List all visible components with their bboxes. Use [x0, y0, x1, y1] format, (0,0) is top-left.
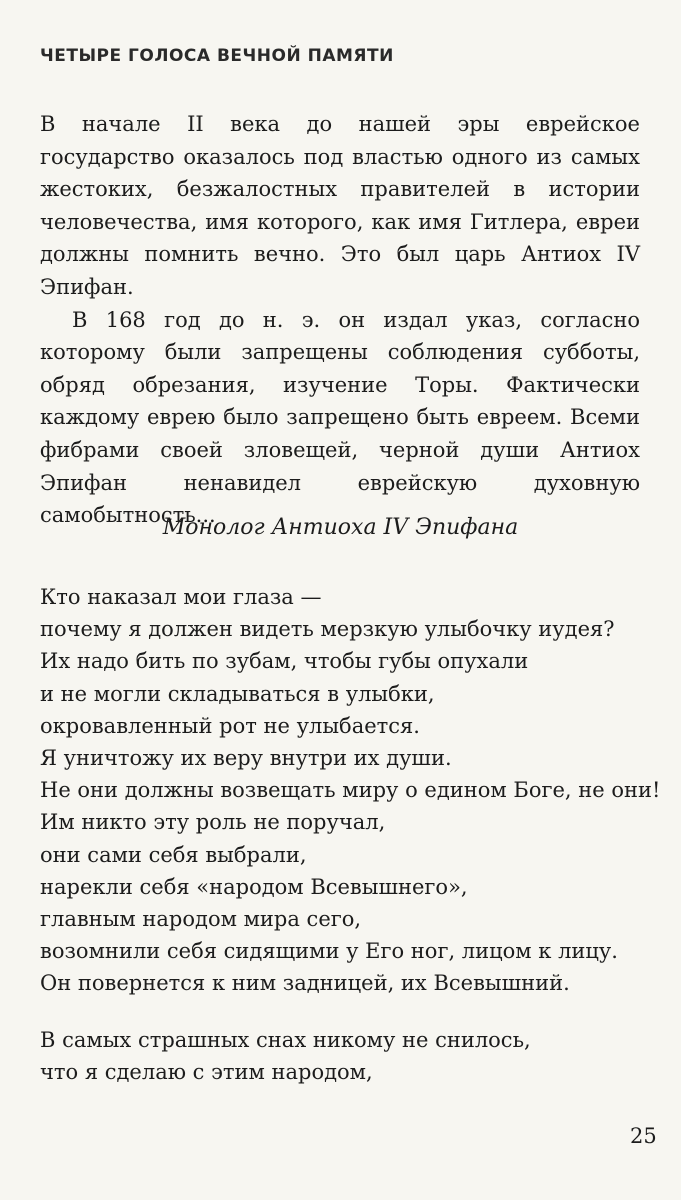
page-number: 25	[630, 1124, 657, 1148]
verse-line: и не могли складываться в улыбки,	[40, 681, 435, 706]
poem	[40, 581, 670, 1088]
verse-line: они сами себя выбрали,	[40, 842, 307, 867]
verse-line: нарекли себя «народом Всевышнего»,	[40, 874, 468, 899]
verse-line: почему я должен видеть мерзкую улыбочку иудея?	[40, 617, 615, 642]
verse-line: Кто наказал мои глаза —	[40, 585, 322, 609]
verse-line: главным народом мира сего,	[40, 907, 362, 932]
monologue-title: Монолог Антиоха IV Эпифана	[162, 515, 519, 540]
verse-line: возомнили себя сидящими у Его ног, лицом к лицу.	[40, 939, 618, 964]
verse-line: Им никто эту роль не поручал,	[40, 810, 386, 835]
verse-line: окровавленный рот не улыбается.	[40, 713, 420, 738]
paragraph: В 168 год до н. э. он издал указ, согласно которому были запрещены соблюдения субботы, обряд обрезания, изучение Торы. Фактически каждому еврею было запрещено быть евреем. Всеми фибрами своей зловещей, черной души Антиох Эпифан ненавидел еврейскую духовную самобытность...	[40, 307, 640, 528]
prose-text	[40, 108, 640, 532]
verse-line: Он повернется к ним задницей, их Всевышний.	[40, 971, 570, 996]
verse-line: В самых страшных снах никому не снилось,	[40, 1027, 531, 1052]
verse-line: Я уничтожу их веру внутри их души.	[40, 746, 452, 771]
stanza-break	[40, 1000, 670, 1024]
verse-line: Их надо бить по зубам, чтобы губы опухали	[40, 649, 529, 674]
verse-line: Не они должны возвещать миру о едином Боге, не они!	[40, 778, 661, 803]
paragraph: В начале II века до нашей эры еврейское государство оказалось под властью одного из самых жестоких, безжалостных правителей в истории человечества, имя которого, как имя Гитлера, евреи должны помнить вечно. Это был царь Антиох IV Эпифан.	[40, 112, 640, 299]
running-head: ЧЕТЫРЕ ГОЛОСА ВЕЧНОЙ ПАМЯТИ	[40, 46, 394, 66]
verse-line: что я сделаю с этим народом,	[40, 1059, 373, 1084]
